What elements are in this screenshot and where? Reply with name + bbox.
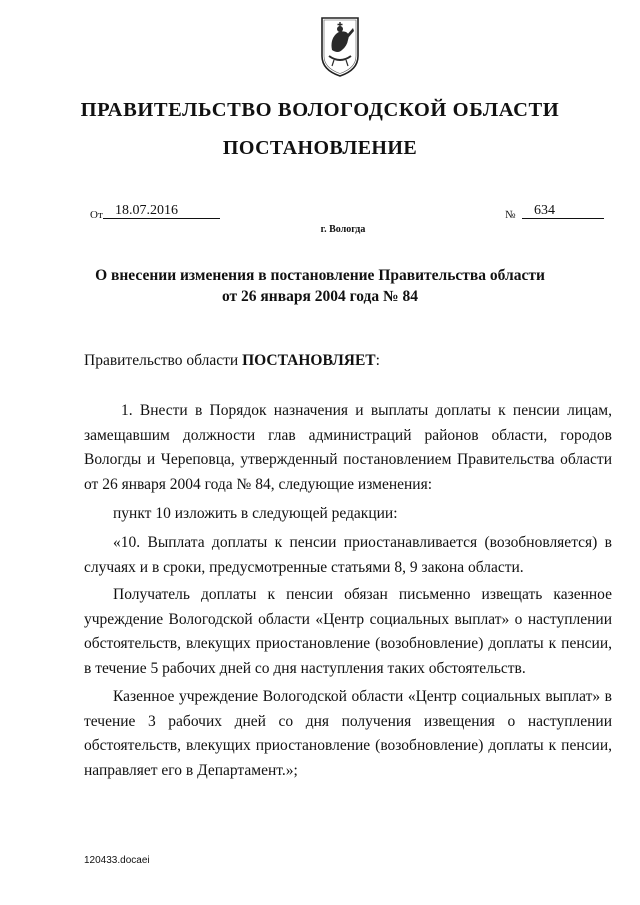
preamble-colon: : bbox=[375, 352, 380, 369]
document-subject bbox=[0, 265, 640, 307]
subject-line-1: О внесении изменения в постановление Правительства области bbox=[95, 267, 545, 284]
paragraph-4: Получатель доплаты к пенсии обязан письменно извещать казенное учреждение Вологодской области «Центр социальных выплат» о наступлении обстоятельств, влекущих приостановление (возобновление) доплаты к пенсии, в течение 5 рабочих дней со дня наступления таких обстоятельств. bbox=[84, 586, 612, 677]
file-code: 120433.docaei bbox=[84, 855, 150, 866]
government-title: ПРАВИТЕЛЬСТВО ВОЛОГОДСКОЙ ОБЛАСТИ bbox=[80, 99, 560, 121]
paragraph-1: 1. Внести в Порядок назначения и выплаты доплаты к пенсии лицам, замещавшим должности глав администраций районов области, городов Вологды и Череповца, утвержденный постановлением Правительства области от 26 января 2004 года № 84, следующие изменения: bbox=[84, 402, 612, 493]
preamble bbox=[84, 350, 380, 372]
number-prefix-label: № bbox=[505, 209, 516, 221]
paragraph-3: «10. Выплата доплаты к пенсии приостанавливается (возобновляется) в случаях и в сроки, предусмотренные статьями 8, 9 закона области. bbox=[84, 534, 612, 576]
paragraph-2: пункт 10 изложить в следующей редакции: bbox=[113, 505, 398, 522]
document-type-title: ПОСТАНОВЛЕНИЕ bbox=[222, 137, 418, 159]
document-number: 634 bbox=[522, 203, 604, 219]
paragraph-5: Казенное учреждение Вологодской области «Центр социальных выплат» в течение 3 рабочих дней со дня получения извещения о наступлении обстоятельств, влекущих приостановление (возобновление) доплаты к пенсии, направляет его в Департамент.»; bbox=[84, 688, 612, 779]
preamble-text: Правительство области bbox=[84, 352, 243, 369]
city-label: г. Вологда bbox=[320, 224, 366, 235]
subject-line-2: от 26 января 2004 года № 84 bbox=[222, 288, 418, 305]
preamble-resolves: ПОСТАНОВЛЯЕТ bbox=[242, 352, 376, 369]
document-date: 18.07.2016 bbox=[103, 203, 220, 219]
date-prefix-label: От bbox=[90, 209, 103, 221]
vologda-coat-of-arms-icon bbox=[320, 16, 360, 78]
